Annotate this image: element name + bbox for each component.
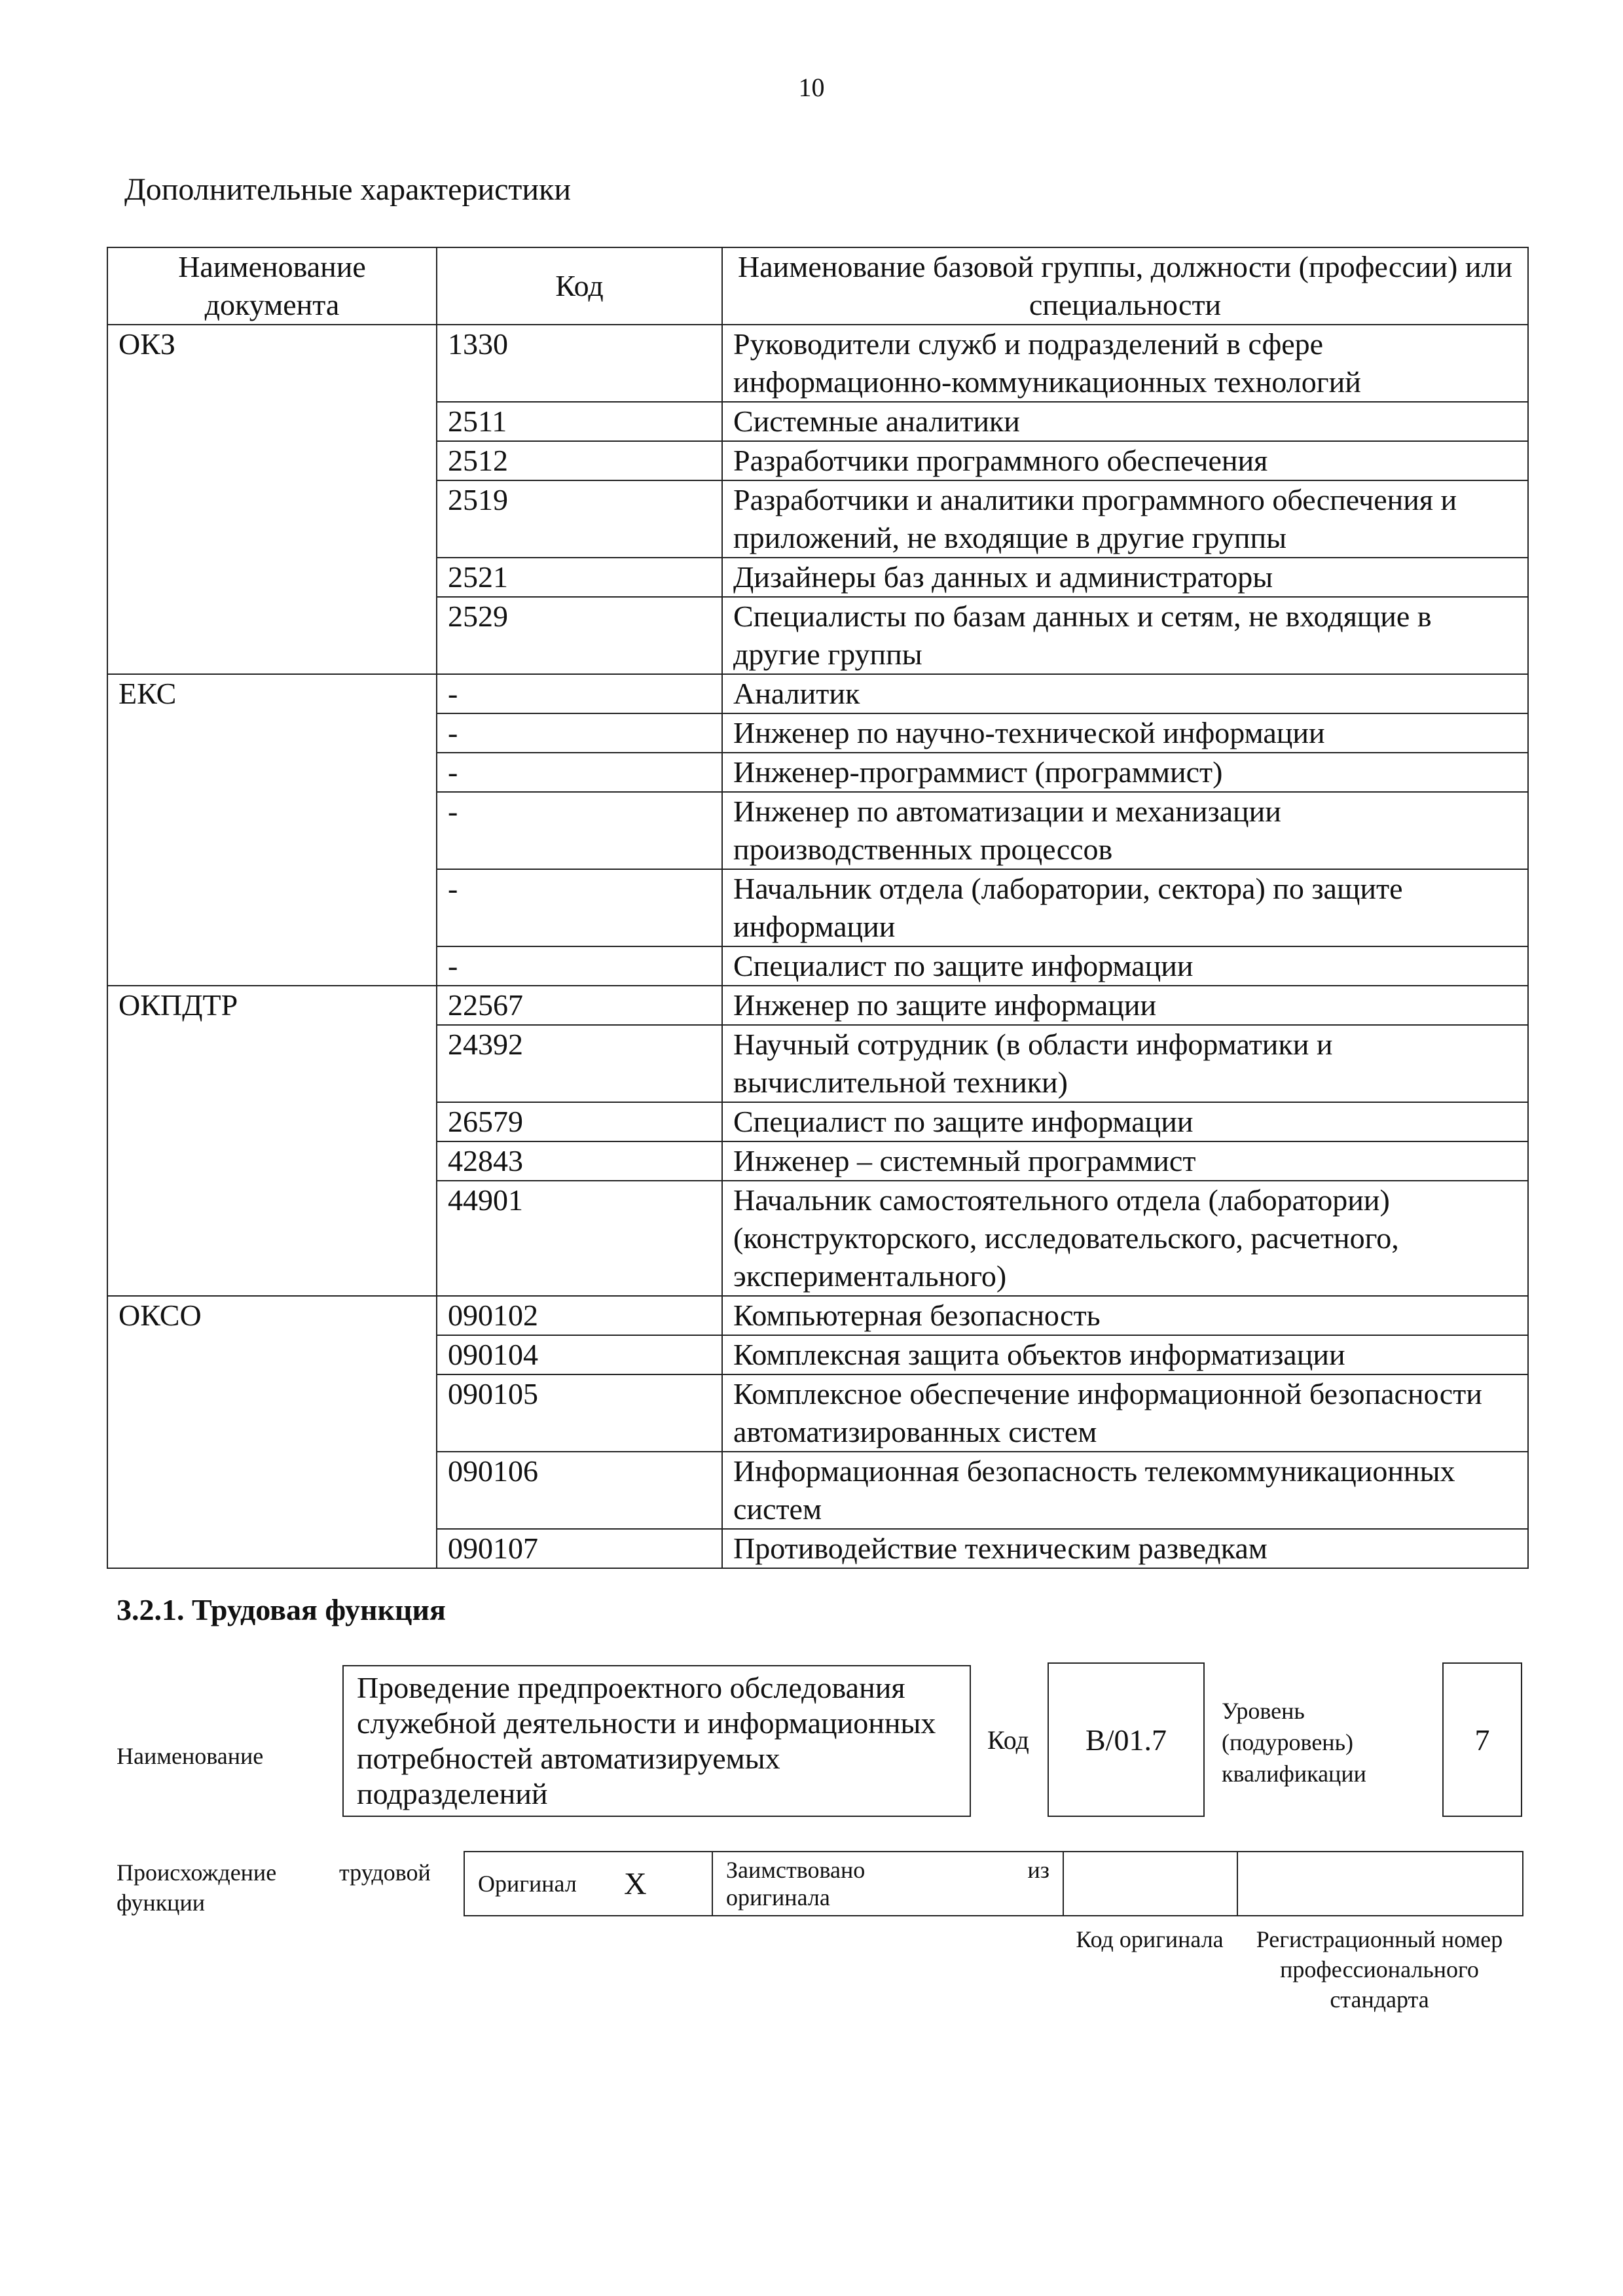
table-row <box>107 480 1528 558</box>
header-document: Наименование документа <box>107 247 437 325</box>
table-row <box>107 558 1528 597</box>
registration-number-cell <box>1237 1852 1523 1916</box>
table-row <box>107 325 1528 402</box>
table-body <box>107 325 1528 1568</box>
original-label: Оригинал <box>464 1852 611 1916</box>
code-cell: 090104 <box>437 1335 722 1374</box>
table-row <box>107 1452 1528 1529</box>
code-label: Код <box>987 1725 1029 1755</box>
code-cell: 2519 <box>437 480 722 558</box>
code-cell: 2511 <box>437 402 722 441</box>
table-row <box>107 1529 1528 1568</box>
document-cell <box>107 1102 437 1141</box>
characteristics-table <box>107 247 1529 1569</box>
table-row <box>107 1141 1528 1181</box>
labor-function-heading: 3.2.1. Трудовая функция <box>117 1593 446 1626</box>
code-cell: 090105 <box>437 1374 722 1452</box>
document-cell <box>107 597 437 674</box>
name-cell: Специалист по защите информации <box>722 946 1528 986</box>
table-row <box>107 1181 1528 1296</box>
name-cell: Системные аналитики <box>722 402 1528 441</box>
page-number: 10 <box>798 73 825 102</box>
name-cell: Инженер – системный программист <box>722 1141 1528 1181</box>
document-cell <box>107 713 437 753</box>
code-cell: 1330 <box>437 325 722 402</box>
code-cell: 090106 <box>437 1452 722 1529</box>
document-cell: ОКСО <box>107 1296 437 1335</box>
name-cell: Специалисты по базам данных и сетям, не входящие в другие группы <box>722 597 1528 674</box>
document-cell <box>107 1025 437 1102</box>
document-cell <box>107 558 437 597</box>
code-cell: - <box>437 792 722 869</box>
code-cell: 24392 <box>437 1025 722 1102</box>
name-cell: Аналитик <box>722 674 1528 713</box>
code-cell: 090102 <box>437 1296 722 1335</box>
table-row <box>107 869 1528 946</box>
table-row <box>107 674 1528 713</box>
name-cell: Информационная безопасность телекоммуникационных систем <box>722 1452 1528 1529</box>
borrowed-word-1: Заимствовано <box>726 1857 866 1883</box>
code-cell: 2512 <box>437 441 722 480</box>
name-cell: Начальник самостоятельного отдела (лаборатории) (конструкторского, исследовательского, расчетного, экспериментального) <box>722 1181 1528 1296</box>
document-cell: ОКЗ <box>107 325 437 402</box>
function-code-box: В/01.7 <box>1048 1662 1205 1817</box>
name-cell: Инженер по защите информации <box>722 986 1528 1025</box>
code-cell: 44901 <box>437 1181 722 1296</box>
document-cell <box>107 480 437 558</box>
borrowed-line-1 <box>726 1856 1049 1884</box>
code-cell: 22567 <box>437 986 722 1025</box>
code-cell: 42843 <box>437 1141 722 1181</box>
table-row <box>107 946 1528 986</box>
name-cell: Инженер по автоматизации и механизации производственных процессов <box>722 792 1528 869</box>
level-label: Уровень (подуровень) квалификации <box>1222 1698 1366 1787</box>
name-cell: Противодействие техническим разведкам <box>722 1529 1528 1568</box>
table-row <box>107 1335 1528 1374</box>
borrowed-cell <box>712 1852 1063 1916</box>
borrowed-word-2: из <box>1027 1857 1049 1883</box>
name-cell: Инженер по научно-технической информации <box>722 713 1528 753</box>
table-row <box>107 713 1528 753</box>
table-row <box>107 1025 1528 1102</box>
original-code-cell <box>1063 1852 1237 1916</box>
document-cell <box>107 869 437 946</box>
level-box: 7 <box>1442 1662 1522 1817</box>
table-row <box>107 1374 1528 1452</box>
document-cell <box>107 1181 437 1296</box>
document-cell <box>107 1141 437 1181</box>
table-header-row <box>107 247 1528 325</box>
table-row <box>107 441 1528 480</box>
name-cell: Комплексная защита объектов информатизации <box>722 1335 1528 1374</box>
table-row <box>107 986 1528 1025</box>
document-cell <box>107 402 437 441</box>
table-row <box>107 753 1528 792</box>
code-cell: - <box>437 713 722 753</box>
code-cell: - <box>437 869 722 946</box>
document-cell <box>107 1529 437 1568</box>
origin-label-3: функции <box>117 1890 205 1916</box>
name-cell: Разработчики программного обеспечения <box>722 441 1528 480</box>
name-cell: Руководители служб и подразделений в сфере информационно-коммуникационных технологий <box>722 325 1528 402</box>
table-row <box>107 597 1528 674</box>
document-cell <box>107 441 437 480</box>
caption-original-code: Код оригинала <box>1076 1926 1224 1952</box>
document-cell <box>107 792 437 869</box>
name-cell: Разработчики и аналитики программного обеспечения и приложений, не входящие в другие группы <box>722 480 1528 558</box>
origin-row <box>464 1852 1523 1916</box>
code-cell: 2521 <box>437 558 722 597</box>
document-cell <box>107 753 437 792</box>
caption-registration-number: Регистрационный номер профессионального стандарта <box>1256 1926 1503 2013</box>
code-cell: 26579 <box>437 1102 722 1141</box>
name-cell: Специалист по защите информации <box>722 1102 1528 1141</box>
code-cell: - <box>437 753 722 792</box>
table-row <box>107 792 1528 869</box>
function-name-box: Проведение предпроектного обследования служебной деятельности и информационных потребностей автоматизируемых подразделений <box>342 1665 971 1817</box>
document-cell <box>107 1452 437 1529</box>
table-row <box>107 402 1528 441</box>
document-cell <box>107 1335 437 1374</box>
header-code: Код <box>437 247 722 325</box>
name-label: Наименование <box>117 1743 264 1769</box>
borrowed-line-2: оригинала <box>726 1884 830 1910</box>
code-cell: 2529 <box>437 597 722 674</box>
code-cell: - <box>437 674 722 713</box>
name-cell: Инженер-программист (программист) <box>722 753 1528 792</box>
document-cell: ОКПДТР <box>107 986 437 1025</box>
name-cell: Компьютерная безопасность <box>722 1296 1528 1335</box>
name-cell: Дизайнеры баз данных и администраторы <box>722 558 1528 597</box>
table-row <box>107 1296 1528 1335</box>
header-name: Наименование базовой группы, должности (профессии) или специальности <box>722 247 1528 325</box>
table-row <box>107 1102 1528 1141</box>
code-cell: - <box>437 946 722 986</box>
document-cell <box>107 946 437 986</box>
section-title: Дополнительные характеристики <box>124 172 572 207</box>
name-cell: Научный сотрудник (в области информатики и вычислительной техники) <box>722 1025 1528 1102</box>
document-cell <box>107 1374 437 1452</box>
name-cell: Начальник отдела (лаборатории, сектора) по защите информации <box>722 869 1528 946</box>
original-mark: X <box>611 1852 712 1916</box>
origin-label-1: Происхождение <box>117 1859 277 1886</box>
document-cell: ЕКС <box>107 674 437 713</box>
origin-table <box>464 1851 1523 1916</box>
code-cell: 090107 <box>437 1529 722 1568</box>
name-cell: Комплексное обеспечение информационной безопасности автоматизированных систем <box>722 1374 1528 1452</box>
origin-label-2: трудовой <box>339 1859 431 1886</box>
